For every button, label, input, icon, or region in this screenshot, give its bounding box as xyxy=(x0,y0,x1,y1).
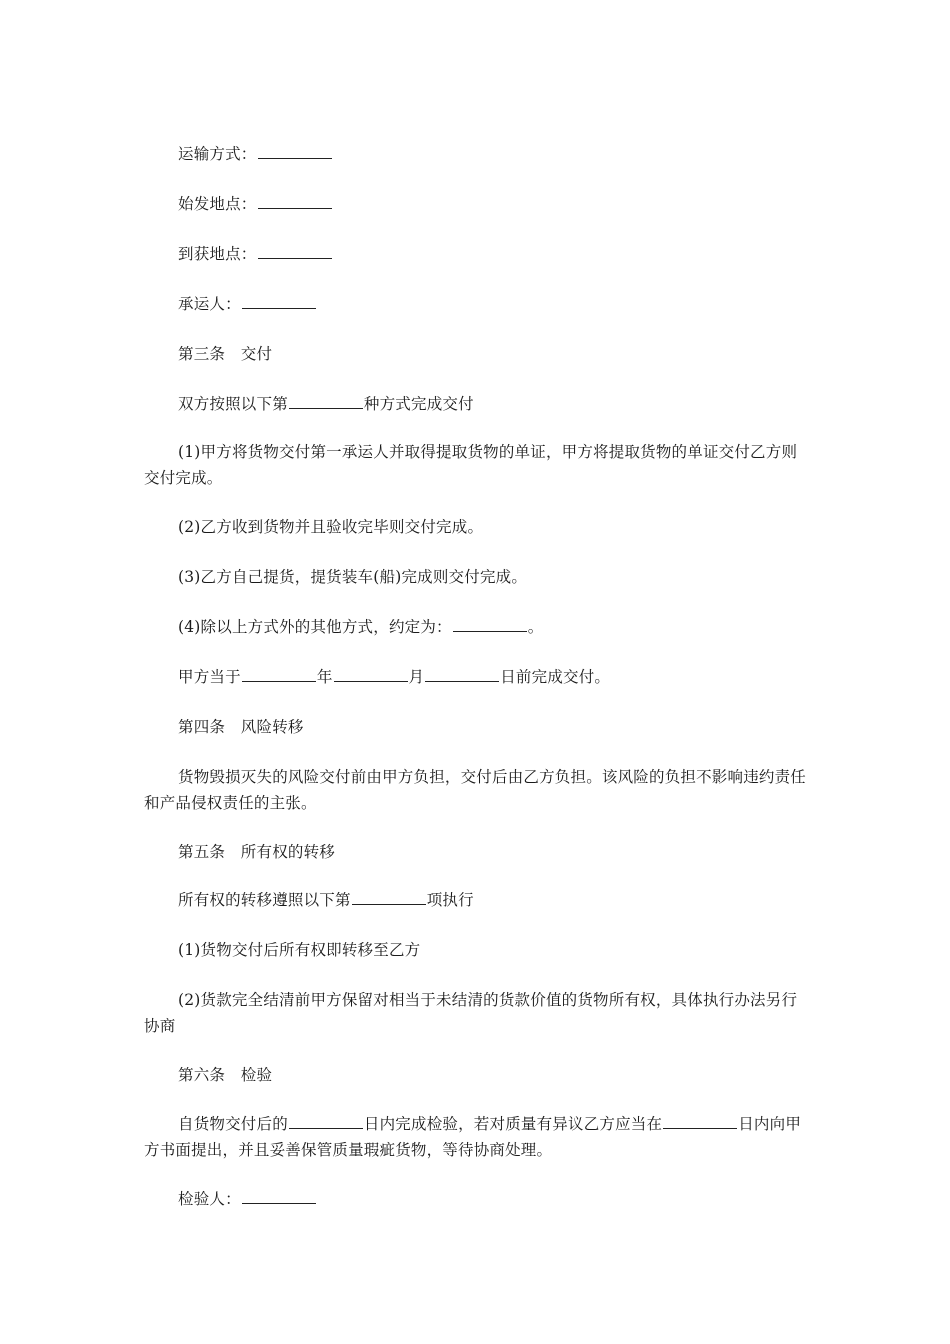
article6-body xyxy=(144,1111,808,1163)
article3-item2: (2)乙方收到货物并且验收完毕则交付完成。 xyxy=(178,518,484,536)
article3-intro-after: 种方式完成交付 xyxy=(363,395,474,413)
delivery-deadline xyxy=(144,664,808,690)
carrier-line xyxy=(144,291,808,317)
article6-body-part2: 日内完成检验，若对质量有异议乙方应当在 xyxy=(363,1115,663,1133)
article3-item4-after: 。 xyxy=(527,618,544,636)
article3-item4-before: (4)除以上方式外的其他方式，约定为： xyxy=(178,618,452,636)
article6-body-part1: 自货物交付后的 xyxy=(178,1115,288,1133)
origin-blank[interactable] xyxy=(258,193,332,209)
article3-intro-before: 双方按照以下第 xyxy=(178,395,288,413)
article5-item1: (1)货物交付后所有权即转移至乙方 xyxy=(178,941,421,959)
inspector-label: 检验人： xyxy=(178,1190,241,1208)
article5-heading: 第五条 所有权的转移 xyxy=(178,843,336,861)
inspection-days-blank[interactable] xyxy=(289,1113,363,1129)
destination-blank[interactable] xyxy=(258,243,332,259)
destination-line xyxy=(144,241,808,267)
article3-heading: 第三条 交付 xyxy=(178,345,273,363)
article3-item4 xyxy=(144,614,808,640)
other-method-blank[interactable] xyxy=(453,616,527,632)
article5-intro-before: 所有权的转移遵照以下第 xyxy=(178,891,351,909)
inspector-line xyxy=(144,1186,808,1212)
carrier-label: 承运人： xyxy=(178,295,241,313)
destination-label: 到获地点： xyxy=(178,245,257,263)
article5-intro-after: 项执行 xyxy=(426,891,474,909)
article6-body-part3: 日内向甲方书面提出，并且妥善保管质量瑕疵货物，等待协商处理。 xyxy=(144,1115,802,1159)
article6-heading: 第六条 检验 xyxy=(178,1066,273,1084)
article5-item2: (2)货款完全结清前甲方保留对相当于未结清的货款价值的货物所有权，具体执行办法另行协商 xyxy=(144,991,798,1035)
deadline-month-blank[interactable] xyxy=(334,666,408,682)
delivery-method-blank[interactable] xyxy=(289,393,363,409)
transport-method-blank[interactable] xyxy=(258,143,332,159)
transport-method-label: 运输方式： xyxy=(178,145,257,163)
carrier-blank[interactable] xyxy=(242,293,316,309)
article5-intro xyxy=(144,887,808,913)
deadline-year-blank[interactable] xyxy=(242,666,316,682)
deadline-month-label: 月 xyxy=(408,668,425,686)
deadline-day-blank[interactable] xyxy=(425,666,499,682)
article4-heading: 第四条 风险转移 xyxy=(178,718,304,736)
deadline-year-label: 年 xyxy=(316,668,333,686)
origin-line xyxy=(144,191,808,217)
article3-item1: (1)甲方将货物交付第一承运人并取得提取货物的单证，甲方将提取货物的单证交付乙方则交付完成。 xyxy=(144,443,798,487)
deadline-day-label: 日前完成交付。 xyxy=(500,668,611,686)
article3-item3: (3)乙方自己提货，提货装车(船)完成则交付完成。 xyxy=(178,568,528,586)
article4-body: 货物毁损灭失的风险交付前由甲方负担，交付后由乙方负担。该风险的负担不影响违约责任和产品侵权责任的主张。 xyxy=(144,768,807,812)
objection-days-blank[interactable] xyxy=(663,1113,737,1129)
article3-intro xyxy=(144,391,808,417)
transport-method-line xyxy=(144,141,808,167)
ownership-item-blank[interactable] xyxy=(352,889,426,905)
origin-label: 始发地点： xyxy=(178,195,257,213)
deadline-prefix: 甲方当于 xyxy=(178,668,241,686)
inspector-blank[interactable] xyxy=(242,1188,316,1204)
